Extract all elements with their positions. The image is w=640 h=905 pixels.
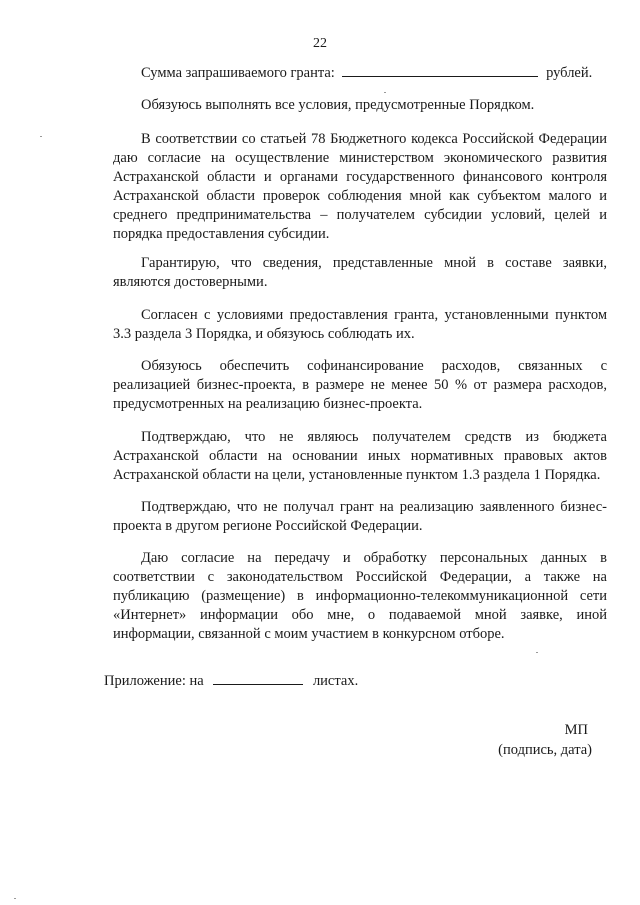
- page-number: 22: [313, 36, 327, 51]
- no-grant-other-region-paragraph: Подтверждаю, что не получал грант на реализацию заявленного бизнес-проекта в другом регионе Российской Федерации.: [113, 499, 607, 534]
- attachment-line: [104, 670, 504, 691]
- grant-sum-line: [141, 62, 621, 83]
- signature-block: [498, 720, 592, 760]
- grant-sum-label: Сумма запрашиваемого гранта:: [141, 65, 335, 81]
- scan-speck: [384, 92, 386, 93]
- attachment-label: Приложение: на: [104, 673, 204, 689]
- scan-speck: [536, 652, 538, 653]
- grant-conditions-paragraph: Согласен с условиями предоставления гранта, установленными пунктом 3.3 раздела 3 Порядка, и обязуюсь соблюдать их.: [113, 307, 607, 342]
- scan-speck: [40, 136, 42, 137]
- commitment-paragraph: Обязуюсь выполнять все условия, предусмотренные Порядком.: [141, 97, 535, 113]
- seal-label: МП: [564, 722, 588, 738]
- budget-code-consent-paragraph: В соответствии со статьей 78 Бюджетного кодекса Российской Федерации даю согласие на осуществление министерством экономического развития Астраханской области и органами государственного финансового контроля Астраханской области проверок соблюдения мной как субъектом малого и среднего предпринимательства – получателем субсидии условий, целей и порядка предоставления субсидии.: [113, 131, 607, 242]
- scan-speck: [14, 898, 16, 899]
- personal-data-consent-paragraph: Даю согласие на передачу и обработку персональных данных в соответствии с законодательством Российской Федерации, а также на публикацию (размещение) в информационно-телекоммуникационной сети «Интернет» информации обо мне, о подаваемой мной заявке, иной информации, связанной с моим участием в конкурсном отборе.: [113, 550, 607, 642]
- attachment-suffix: листах.: [312, 673, 359, 689]
- not-recipient-paragraph: Подтверждаю, что не являюсь получателем средств из бюджета Астраханской области на основании иных нормативных правовых актов Астраханской области на цели, установленные пунктом 1.3 раздела 1 Порядка.: [113, 429, 607, 483]
- attachment-pages-blank: [213, 670, 303, 685]
- cofinancing-paragraph: Обязуюсь обеспечить софинансирование расходов, связанных с реализацией бизнес-проекта, в размере не менее 50 % от размера расходов, предусмотренных на реализацию бизнес-проекта.: [113, 358, 607, 412]
- grant-sum-blank: [342, 62, 538, 77]
- signature-caption: (подпись, дата): [498, 742, 592, 758]
- grant-sum-currency: рублей.: [546, 65, 593, 81]
- data-accuracy-paragraph: Гарантирую, что сведения, представленные мной в составе заявки, являются достоверными.: [113, 255, 607, 290]
